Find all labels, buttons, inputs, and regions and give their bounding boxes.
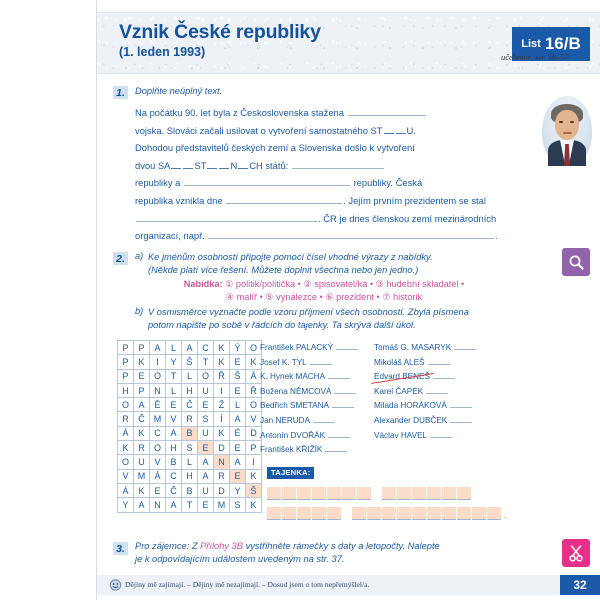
grid-cell[interactable]: Š	[182, 355, 198, 369]
portrait-eye-right	[570, 121, 574, 123]
grid-cell[interactable]: Í	[214, 412, 230, 426]
page-title: Vznik České republiky	[119, 21, 321, 43]
grid-cell[interactable]: Á	[118, 426, 134, 440]
exercise-1-number: 1.	[113, 86, 128, 99]
grid-cell[interactable]: M	[150, 412, 166, 426]
grid-row	[118, 341, 262, 355]
grid-row	[118, 426, 262, 440]
offer-label: Nabídka:	[183, 279, 223, 289]
tajenka-cell[interactable]	[297, 487, 311, 500]
ex3-text-a: Pro zájemce: Z	[135, 541, 201, 551]
grid-cell[interactable]: V	[150, 455, 166, 469]
grid-cell[interactable]: U	[198, 483, 214, 497]
portrait-eye-left	[559, 121, 563, 123]
person-name: Bedřich SMETANA	[260, 401, 330, 411]
tajenka-period: .	[504, 511, 507, 520]
line2-text-a: vojska. Slováci začali usilovat o vytvoření samostatného ST	[135, 124, 383, 136]
grid-cell[interactable]: P	[118, 341, 134, 355]
tajenka-label: TAJENKA:	[267, 467, 314, 479]
grid-cell[interactable]: L	[166, 341, 182, 355]
grid-row	[118, 369, 262, 383]
grid-cell[interactable]: K	[134, 355, 150, 369]
grid-cell[interactable]: Ř	[246, 383, 262, 397]
exercise-2-number: 2.	[113, 252, 128, 265]
tajenka-row-2[interactable]	[267, 505, 557, 520]
grid-cell[interactable]: A	[150, 341, 166, 355]
person-name-row	[260, 429, 368, 444]
grid-cell[interactable]: V	[118, 469, 134, 483]
tajenka-cell[interactable]	[382, 487, 396, 500]
ex2a-instruction-line-1: Ke jménům osobností připojte pomocí čísel vhodné výrazy z nabídky.	[148, 252, 433, 262]
word-search-grid[interactable]	[117, 340, 262, 513]
tajenka-word-gap	[342, 507, 352, 520]
person-name: František PALACKÝ	[260, 343, 334, 352]
grid-cell[interactable]: K	[246, 355, 262, 369]
grid-cell[interactable]: O	[150, 441, 166, 455]
tajenka-cell[interactable]	[442, 487, 456, 500]
grid-cell[interactable]: Č	[166, 483, 182, 497]
tajenka-cell[interactable]	[312, 507, 326, 520]
grid-cell[interactable]: B	[166, 455, 182, 469]
person-name-row	[374, 399, 496, 414]
person-name: Karel ČAPEK	[374, 386, 424, 396]
grid-cell[interactable]: A	[134, 498, 150, 512]
grid-row	[118, 398, 262, 412]
line2-text-b: U.	[406, 124, 416, 136]
line4-text-d: CH států:	[249, 159, 289, 171]
grid-cell[interactable]: O	[150, 369, 166, 383]
grid-cell[interactable]: D	[214, 483, 230, 497]
grid-cell[interactable]: E	[150, 483, 166, 497]
search-icon	[562, 248, 590, 276]
ex2b-instruction-line-2: potom napište po sobě v řádcích do tajenky. Ta skrývá další úkol.	[148, 319, 416, 330]
person-name-row	[374, 356, 496, 371]
grid-cell[interactable]: T	[182, 498, 198, 512]
grid-cell[interactable]: D	[246, 426, 262, 440]
grid-cell[interactable]: Y	[166, 355, 182, 369]
grid-cell[interactable]: A	[166, 426, 182, 440]
grid-cell[interactable]: K	[246, 469, 262, 483]
grid-cell[interactable]: O	[118, 455, 134, 469]
grid-row	[118, 441, 262, 455]
grid-cell[interactable]: L	[182, 455, 198, 469]
grid-cell[interactable]: Á	[246, 369, 262, 383]
line3-text: Dohodou představitelů českých zemí a Slovenska došlo k vytvoření	[135, 142, 415, 154]
offer-line-1: ① politik/politička • ② spisovatel/ka • ③ hudební skladatel •	[225, 279, 465, 289]
answer-blank[interactable]	[332, 400, 354, 408]
person-name-row	[260, 443, 368, 458]
answer-blank[interactable]	[450, 415, 472, 423]
person-name: K. Hynek MÁCHA	[260, 372, 326, 382]
tajenka-cell[interactable]	[282, 507, 296, 520]
tajenka-cell[interactable]	[412, 507, 426, 520]
grid-cell[interactable]: N	[150, 498, 166, 512]
fill-blank[interactable]	[292, 160, 384, 169]
tajenka-cell[interactable]	[312, 487, 326, 500]
answer-blank[interactable]	[328, 430, 350, 438]
person-name: Tomáš G. MASARYK	[374, 343, 452, 352]
exercise-2b-label: b)	[135, 306, 144, 316]
grid-cell[interactable]: K	[118, 441, 134, 455]
tajenka-cell[interactable]	[397, 507, 411, 520]
grid-cell[interactable]: A	[230, 412, 246, 426]
grid-cell[interactable]: C	[198, 341, 214, 355]
exercise-2a-label: a)	[135, 251, 144, 261]
grid-cell[interactable]: N	[214, 455, 230, 469]
tajenka-cell[interactable]	[282, 487, 296, 500]
answer-blank[interactable]	[328, 371, 350, 379]
smiley-icon	[109, 578, 122, 591]
line7-text-b: . ČR je dnes členskou zemí mezinárodních	[318, 212, 497, 224]
grid-cell[interactable]: C	[166, 469, 182, 483]
exercise-2a-instruction	[148, 251, 538, 276]
line6-text-a: republika vznikla dne	[135, 194, 223, 206]
grid-cell[interactable]: P	[134, 341, 150, 355]
fill-blank[interactable]	[226, 195, 342, 204]
tajenka-cell[interactable]	[412, 487, 426, 500]
grid-cell[interactable]: H	[166, 441, 182, 455]
grid-row	[118, 498, 262, 512]
answer-blank[interactable]	[430, 430, 452, 438]
person-name-row	[374, 429, 496, 444]
line4-text-c: N	[230, 159, 238, 171]
grid-cell[interactable]: L	[166, 383, 182, 397]
person-name-row	[374, 414, 496, 429]
grid-cell[interactable]: O	[246, 398, 262, 412]
person-name-row	[260, 399, 368, 414]
worksheet-header	[97, 12, 600, 74]
grid-cell[interactable]: Ž	[214, 398, 230, 412]
person-name-row	[374, 385, 496, 400]
tajenka-cell[interactable]	[327, 507, 341, 520]
line4-text-b: ST	[194, 159, 207, 171]
ex3-text-b: vystřihněte rámečky s daty a letopočty. Nalepte	[243, 541, 440, 551]
person-name-row	[260, 385, 368, 400]
tajenka-cell[interactable]	[297, 507, 311, 520]
grid-cell[interactable]: Č	[134, 412, 150, 426]
tajenka-cell[interactable]	[397, 487, 411, 500]
grid-row	[118, 469, 262, 483]
grid-cell[interactable]: K	[246, 498, 262, 512]
grid-cell[interactable]: O	[118, 398, 134, 412]
grid-cell[interactable]: O	[246, 341, 262, 355]
grid-cell[interactable]: E	[230, 469, 246, 483]
tajenka-cell[interactable]	[427, 487, 441, 500]
grid-cell[interactable]: Y	[118, 498, 134, 512]
grid-row	[118, 483, 262, 497]
textbook-reference: učebnice, str. 56–57	[501, 52, 569, 62]
vaclav-havel-portrait	[542, 96, 592, 166]
grid-cell[interactable]: L	[182, 369, 198, 383]
exercise-3-instruction	[135, 540, 525, 565]
grid-cell[interactable]: B	[182, 483, 198, 497]
grid-cell[interactable]: R	[134, 441, 150, 455]
grid-cell[interactable]: P	[246, 441, 262, 455]
tajenka-cell[interactable]	[487, 507, 501, 520]
grid-cell[interactable]: K	[214, 355, 230, 369]
ex2b-instruction-line-1: V osmisměrce vyznačte podle vzoru příjmení všech osobností. Zbylá písmena	[148, 307, 469, 317]
answer-blank[interactable]	[310, 357, 332, 365]
line1-text-a: Na počátku 90. let byla z Československa stažena	[135, 107, 344, 118]
grid-cell[interactable]: U	[198, 426, 214, 440]
grid-cell[interactable]: H	[182, 383, 198, 397]
tajenka-cell[interactable]	[357, 487, 371, 500]
line8-text-a: organizací, např.	[135, 230, 205, 242]
answer-blank[interactable]	[336, 342, 358, 350]
ex3-text-line-2: je k odpovídajícím událostem uvedeným na str. 37.	[135, 553, 345, 564]
person-name: Milada HORÁKOVÁ	[374, 401, 447, 411]
letter-gap[interactable]	[171, 161, 181, 169]
person-name: Božena NĚMCOVÁ	[260, 386, 332, 396]
person-name: František KŘIŽÍK	[260, 445, 323, 455]
exercise-1-line-6	[135, 192, 535, 210]
grid-cell[interactable]: L	[230, 398, 246, 412]
worksheet-sheet	[97, 0, 600, 600]
grid-cell[interactable]: A	[166, 498, 182, 512]
letter-gap[interactable]	[238, 161, 248, 169]
grid-cell[interactable]: E	[198, 441, 214, 455]
person-name-row	[374, 341, 496, 356]
exercise-1-line-8	[135, 227, 535, 245]
tajenka-cell[interactable]	[327, 487, 341, 500]
line5-text-b: republiky. Česká	[353, 177, 423, 189]
grid-cell[interactable]: O	[198, 369, 214, 383]
person-name: Václav HAVEL	[374, 430, 428, 440]
grid-cell[interactable]: Á	[118, 483, 134, 497]
answer-blank[interactable]	[428, 357, 450, 365]
line8-text-b: .	[495, 230, 499, 242]
grid-cell[interactable]: E	[198, 498, 214, 512]
person-name: Edvard BENEŠ	[374, 370, 430, 385]
tajenka-cell[interactable]	[342, 487, 356, 500]
footer-self-assessment-text: Dějiny mě zajímají. – Dějiny mě nezajímají. – Dosud jsem o tom nepřemýšlel/a.	[125, 580, 370, 589]
person-name-row	[260, 414, 368, 429]
answer-blank[interactable]	[334, 386, 356, 394]
person-name-row	[260, 370, 368, 385]
answer-blank[interactable]	[313, 415, 335, 423]
exercise-1-line-2	[135, 122, 535, 140]
offer-row-2	[148, 291, 500, 304]
tajenka-cell[interactable]	[472, 507, 486, 520]
exercise-1-line-5	[135, 174, 535, 192]
grid-row	[118, 412, 262, 426]
line5-text-a: republiky a	[135, 177, 181, 189]
grid-cell[interactable]: É	[230, 426, 246, 440]
grid-row	[118, 355, 262, 369]
grid-cell[interactable]: H	[118, 383, 134, 397]
grid-cell[interactable]: P	[134, 383, 150, 397]
exercise-1-instruction: Doplňte neúplný text.	[135, 86, 223, 96]
grid-cell[interactable]: Č	[182, 398, 198, 412]
page-number: 32	[560, 575, 600, 595]
tajenka-section	[267, 462, 557, 520]
grid-cell[interactable]: R	[182, 412, 198, 426]
exercise-2b-instruction	[148, 306, 548, 331]
grid-cell[interactable]: K	[214, 426, 230, 440]
answer-blank[interactable]	[433, 371, 455, 379]
letter-gap[interactable]	[183, 161, 193, 169]
grid-cell[interactable]: E	[198, 398, 214, 412]
grid-cell[interactable]: E	[134, 369, 150, 383]
page-subtitle: (1. leden 1993)	[119, 45, 206, 59]
grid-body	[118, 341, 262, 513]
exercise-1-line-3	[135, 139, 535, 157]
grid-cell[interactable]: E	[230, 441, 246, 455]
exercise-1-line-7	[135, 210, 535, 228]
tajenka-cell[interactable]	[267, 507, 281, 520]
worksheet-footer	[97, 575, 600, 595]
grid-cell[interactable]: S	[198, 412, 214, 426]
grid-cell[interactable]: E	[230, 383, 246, 397]
grid-cell[interactable]: P	[118, 355, 134, 369]
grid-cell[interactable]: D	[214, 441, 230, 455]
answer-blank[interactable]	[426, 386, 448, 394]
exercise-1-line-4	[135, 157, 535, 175]
grid-cell[interactable]: A	[182, 341, 198, 355]
tajenka-cell[interactable]	[367, 507, 381, 520]
grid-cell[interactable]: K	[134, 483, 150, 497]
grid-row	[118, 455, 262, 469]
list-badge-number: 16/B	[544, 34, 581, 53]
grid-cell[interactable]: Á	[150, 469, 166, 483]
list-badge-word: List	[521, 38, 541, 50]
grid-cell[interactable]: M	[214, 498, 230, 512]
ex2a-instruction-line-2: (Někde platí více řešení. Můžete doplnit všechna nebo jen jedno.)	[148, 264, 419, 275]
grid-cell[interactable]: V	[246, 412, 262, 426]
scissors-icon	[562, 539, 590, 567]
answer-blank[interactable]	[450, 400, 472, 408]
tajenka-cell[interactable]	[267, 487, 281, 500]
tajenka-cell[interactable]	[382, 507, 396, 520]
line6-text-b: . Jejím prvním prezidentem se stal	[343, 194, 486, 206]
grid-cell[interactable]: U	[198, 383, 214, 397]
grid-cell[interactable]: N	[150, 383, 166, 397]
letter-gap[interactable]	[219, 161, 229, 169]
grid-cell[interactable]: I	[214, 383, 230, 397]
names-column-left	[260, 341, 368, 458]
grid-cell[interactable]: K	[134, 426, 150, 440]
grid-cell[interactable]: T	[166, 369, 182, 383]
fill-blank[interactable]	[348, 107, 426, 116]
exercise-1-body	[135, 104, 535, 245]
grid-cell[interactable]: B	[182, 426, 198, 440]
offer-row-1	[148, 278, 500, 291]
offer-line-2: ④ malíř • ⑤ vynálezce • ⑥ prezident • ⑦ historik	[225, 291, 423, 302]
person-name-row	[260, 356, 368, 371]
grid-cell[interactable]: S	[230, 498, 246, 512]
names-column-right	[374, 341, 496, 443]
letter-gap[interactable]	[207, 161, 217, 169]
tajenka-row-1[interactable]	[267, 485, 557, 500]
fill-blank[interactable]	[184, 177, 350, 186]
grid-cell[interactable]: Š	[230, 369, 246, 383]
grid-cell[interactable]: Š	[246, 483, 262, 497]
tajenka-cell[interactable]	[457, 507, 471, 520]
tajenka-word-gap	[372, 487, 382, 500]
grid-cell[interactable]: M	[134, 469, 150, 483]
grid-cell[interactable]: E	[230, 355, 246, 369]
grid-cell[interactable]: I	[150, 355, 166, 369]
grid-cell[interactable]: K	[214, 341, 230, 355]
tajenka-cell[interactable]	[352, 507, 366, 520]
grid-cell[interactable]: P	[118, 369, 134, 383]
grid-cell[interactable]: I	[246, 455, 262, 469]
grid-cell[interactable]: A	[230, 455, 246, 469]
exercise-1-line-1	[135, 104, 535, 122]
grid-cell[interactable]: R	[214, 469, 230, 483]
portrait-face	[555, 110, 579, 140]
grid-cell[interactable]: S	[182, 441, 198, 455]
grid-cell[interactable]: Ř	[214, 369, 230, 383]
grid-cell[interactable]: Ý	[230, 341, 246, 355]
person-name-row	[260, 341, 368, 356]
answer-blank[interactable]	[325, 444, 347, 452]
line4-text-a: dvou SA	[135, 159, 171, 171]
grid-cell[interactable]: Ě	[150, 398, 166, 412]
person-name-row	[374, 370, 496, 385]
grid-cell[interactable]: A	[134, 398, 150, 412]
grid-cell[interactable]: T	[198, 355, 214, 369]
grid-cell[interactable]: Y	[230, 483, 246, 497]
fill-blank[interactable]	[136, 213, 317, 222]
tajenka-cell[interactable]	[442, 507, 456, 520]
letter-gap[interactable]	[384, 126, 394, 134]
grid-row	[118, 383, 262, 397]
person-name: Josef K. TYL	[260, 357, 307, 367]
tajenka-cell[interactable]	[457, 487, 471, 500]
grid-cell[interactable]: A	[198, 469, 214, 483]
grid-cell[interactable]: V	[166, 412, 182, 426]
grid-cell[interactable]: R	[118, 412, 134, 426]
person-name: Mikoláš ALEŠ	[374, 357, 425, 367]
person-name: Antonín DVOŘÁK	[260, 430, 326, 440]
fill-blank[interactable]	[208, 230, 494, 239]
ex3-appendix-reference: Přílohy 3B	[200, 541, 243, 551]
person-name: Alexander DUBČEK	[374, 415, 448, 425]
grid-cell[interactable]: E	[166, 398, 182, 412]
grid-cell[interactable]: U	[134, 455, 150, 469]
letter-gap[interactable]	[396, 126, 406, 134]
portrait-mouth	[563, 132, 572, 134]
tajenka-cell[interactable]	[427, 507, 441, 520]
grid-cell[interactable]: C	[150, 426, 166, 440]
exercise-2-offer-list	[148, 278, 548, 304]
grid-cell[interactable]: H	[182, 469, 198, 483]
exercise-3-number: 3.	[113, 542, 128, 555]
grid-cell[interactable]: A	[198, 455, 214, 469]
answer-blank[interactable]	[454, 342, 476, 350]
person-name: Jan NERUDA	[260, 415, 311, 425]
